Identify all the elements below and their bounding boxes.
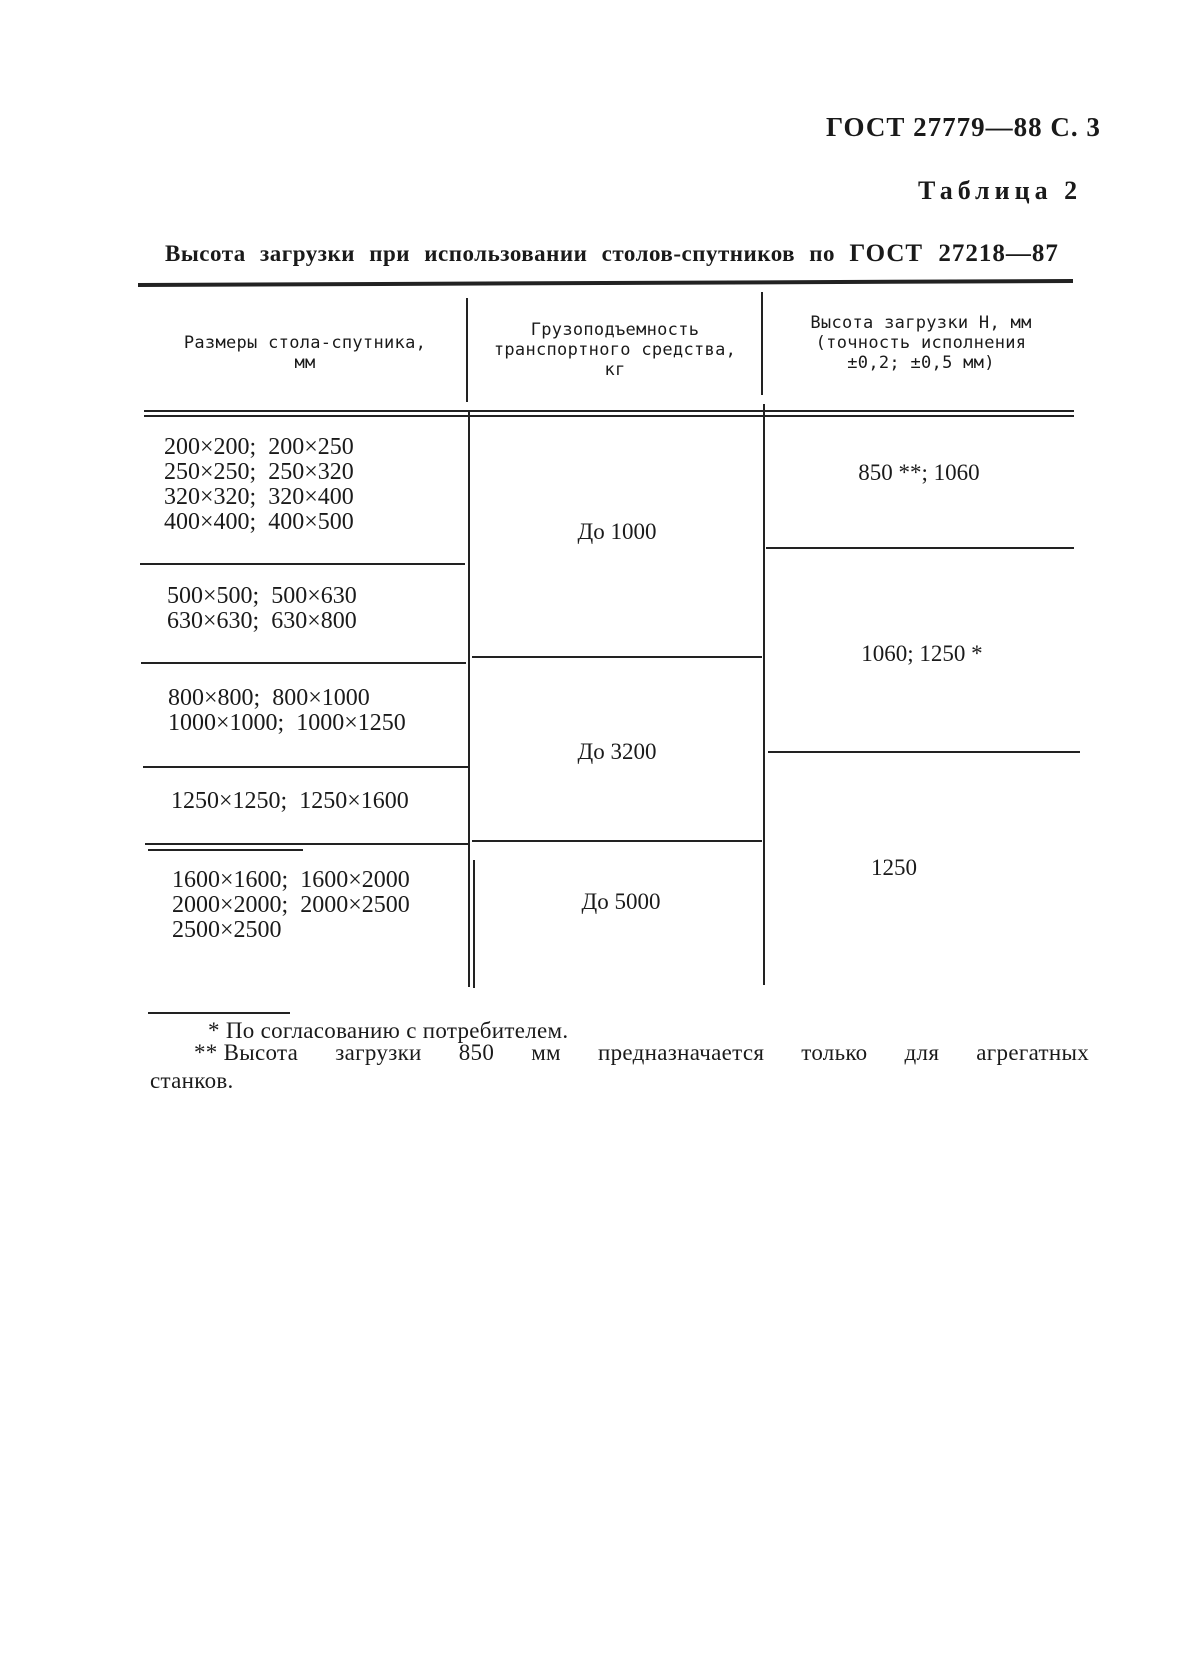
footnote-2-word: только	[801, 1040, 868, 1065]
footnote-2-word: предназначается	[597, 1040, 765, 1065]
footnote-2-word: 850	[458, 1040, 495, 1065]
caption-text: Высота загрузки при использовании столов-спутников по	[165, 241, 836, 266]
column-header-capacity: Грузоподъемность транспортного средства, кг	[493, 320, 737, 380]
caption-reference: ГОСТ 27218—87	[849, 240, 1059, 267]
height-cell-1: 850 **; 1060	[858, 460, 980, 485]
col-divider-1	[468, 412, 470, 987]
height-cell-2: 1060; 1250 *	[861, 641, 983, 666]
sizes-row-rule-2	[141, 662, 466, 664]
height-cell-3: 1250	[871, 855, 917, 880]
footnote-2-word: мм	[531, 1040, 561, 1065]
footnote-2-word: загрузки	[335, 1040, 422, 1065]
sizes-row-rule-4b	[148, 849, 303, 851]
height-row-rule-1	[766, 547, 1074, 549]
footnote-2-word: для	[904, 1040, 940, 1065]
table-caption	[165, 240, 1059, 268]
footnote-2-word: агрегатных	[976, 1040, 1089, 1065]
sizes-cell-3: 800×800; 800×1000 1000×1000; 1000×1250	[168, 685, 406, 736]
column-header-sizes: Размеры стола-спутника, мм	[183, 333, 427, 373]
column-header-height: Высота загрузки H, мм (точность исполнения ±0,2; ±0,5 мм)	[810, 313, 1032, 373]
footnote-1: * По согласованию с потребителем.	[208, 1018, 569, 1043]
header-bottom-rule-2	[144, 415, 1074, 417]
header-bottom-rule	[144, 410, 1074, 412]
sizes-row-rule-4	[145, 843, 470, 845]
footnote-2-continuation: станков.	[150, 1068, 234, 1093]
sizes-cell-4: 1250×1250; 1250×1600	[171, 788, 409, 814]
capacity-cell-2: До 3200	[577, 739, 657, 764]
running-header: ГОСТ 27779—88 С. 3	[826, 112, 1101, 142]
capacity-cell-1: До 1000	[577, 519, 657, 544]
capacity-cell-3: До 5000	[581, 889, 661, 914]
sizes-row-rule-1	[140, 563, 465, 565]
capacity-row-rule-1	[472, 656, 762, 658]
capacity-row-rule-2	[472, 840, 762, 842]
sizes-cell-1: 200×200; 200×250 250×250; 250×320 320×320; 320×400 400×400; 400×500	[164, 434, 354, 535]
table-label: Таблица 2	[918, 176, 1083, 205]
height-row-rule-2	[768, 751, 1080, 753]
footnote-2	[194, 1040, 1089, 1066]
col-divider-1-bottom	[473, 860, 475, 988]
table-top-rule	[138, 279, 1073, 287]
sizes-cell-2: 500×500; 500×630 630×630; 630×800	[167, 583, 357, 634]
sizes-row-rule-3	[143, 766, 468, 768]
footnote-2-word: ** Высота	[194, 1040, 299, 1065]
col-divider-1-header	[466, 298, 468, 402]
sizes-cell-5: 1600×1600; 1600×2000 2000×2000; 2000×2500 2500×2500	[172, 867, 410, 943]
col-divider-2-header	[761, 292, 763, 395]
footnote-rule	[148, 1012, 290, 1014]
